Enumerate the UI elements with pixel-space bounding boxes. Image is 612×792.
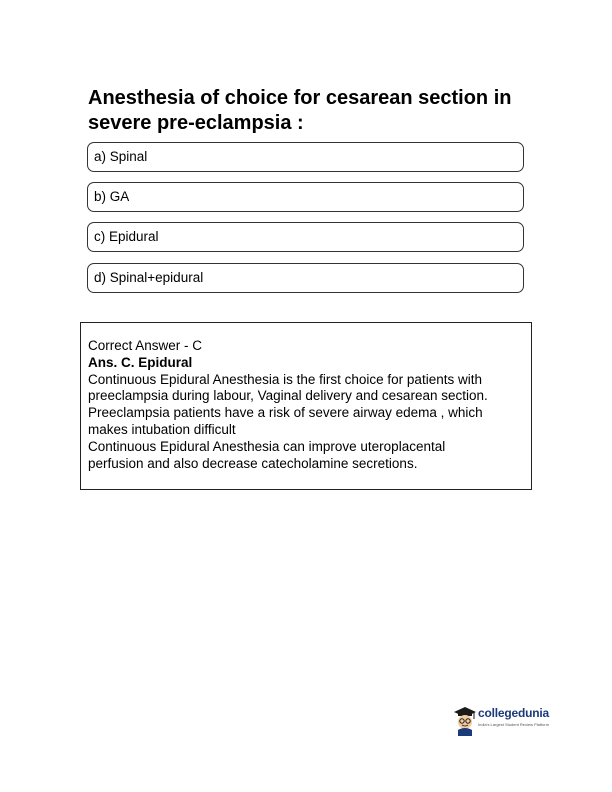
explanation-line: Preeclampsia patients have a risk of severe airway edema , which [88, 405, 483, 421]
answer-box [80, 322, 532, 490]
graduate-mascot-icon [453, 706, 477, 736]
correct-answer-text: Correct Answer - C [88, 338, 203, 353]
logo-tagline: India's Largest Student Review Platform [478, 722, 550, 727]
option-c[interactable]: c) Epidural [87, 222, 524, 252]
explanation-line: Continuous Epidural Anesthesia can improve uteroplacental [88, 438, 446, 454]
explanation-line: Continuous Epidural Anesthesia is the first choice for patients with [88, 371, 482, 387]
option-d[interactable]: d) Spinal+epidural [87, 263, 524, 293]
logo-wordmark: collegedunia [478, 706, 549, 720]
explanation-line: perfusion and also decrease catecholamine secretions. [88, 455, 418, 471]
collegedunia-logo [453, 706, 553, 740]
explanation-line: preeclampsia during labour, Vaginal delivery and cesarean section. [88, 388, 488, 404]
explanation-line: makes intubation difficult [88, 421, 236, 437]
option-a[interactable]: a) Spinal [87, 142, 524, 172]
answer-heading: Ans. C. Epidural [88, 354, 193, 370]
question-title: Anesthesia of choice for cesarean section in severe pre-eclampsia : [88, 87, 512, 134]
option-b[interactable]: b) GA [87, 182, 524, 212]
